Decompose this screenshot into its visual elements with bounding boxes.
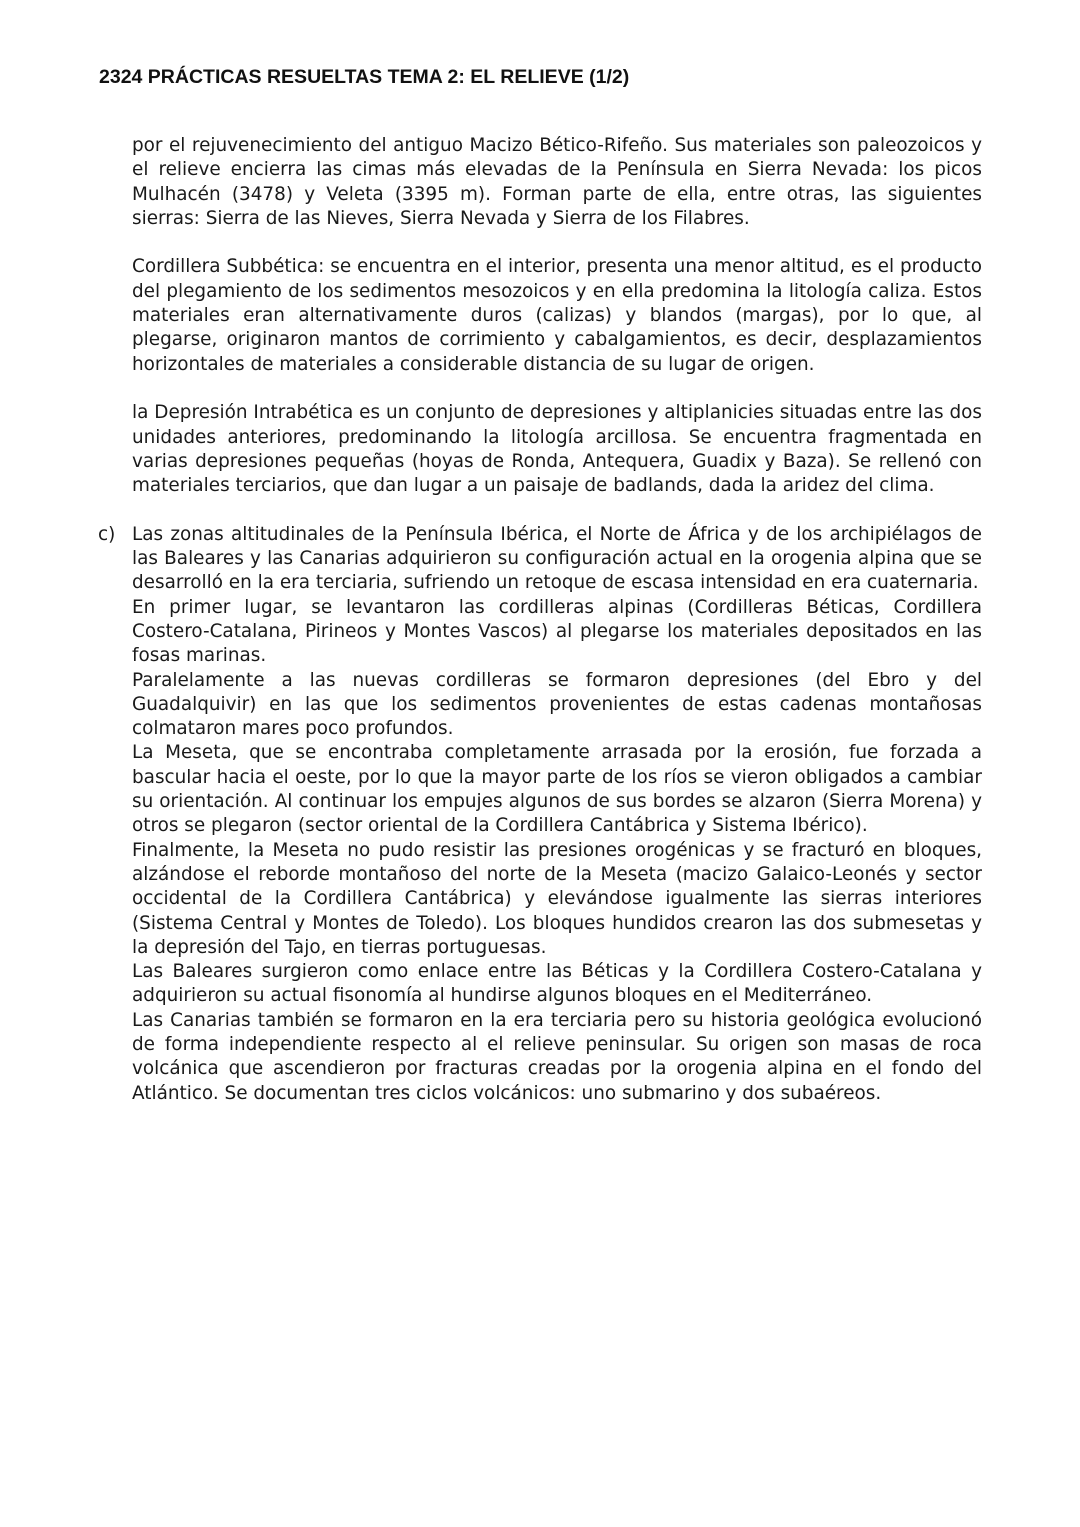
list-item-c bbox=[98, 523, 982, 1106]
page-header: 2324 PRÁCTICAS RESUELTAS TEMA 2: EL RELIEVE (1/2) bbox=[99, 66, 630, 88]
paragraph-depressions: Paralelamente a las nuevas cordilleras se formaron depresiones (del Ebro y del Guadalquivir) en las que los sedimentos provenientes de estas cadenas montañosas colmataron mares poco profundos. bbox=[132, 669, 982, 740]
paragraph-alpine-ranges: En primer lugar, se levantaron las cordilleras alpinas (Cordilleras Béticas, Cordillera Costero-Catalana, Pirineos y Montes Vascos) al plegarse los materiales depositados en las fosas marinas. bbox=[132, 596, 982, 667]
paragraph-betic-continuation: por el rejuvenecimiento del antiguo Macizo Bético-Rifeño. Sus materiales son paleozoicos y el relieve encierra las cimas más elevadas de la Península en Sierra Nevada: los picos Mulhacén (3478) y Veleta (3395 m). Forman parte de ella, entre otras, las siguientes sierras: Sierra de las Nieves, Sierra Nevada y Sierra de los Filabres. bbox=[132, 135, 982, 229]
paragraph-baleares: Las Baleares surgieron como enlace entre las Béticas y la Cordillera Costero-Catalana y adquirieron su actual fisonomía al hundirse algunos bloques en el Mediterráneo. bbox=[132, 961, 982, 1007]
paragraph-canarias: Las Canarias también se formaron en la era terciaria pero su historia geológica evolucionó de forma independiente respecto al el relieve peninsular. Su origen son masas de roca volcánica que ascendieron por fracturas creadas por la orogenia alpina en el fondo del Atlántico. Se documentan tres ciclos volcánicos: uno submarino y dos subaéreos. bbox=[132, 1009, 982, 1104]
list-marker: c) bbox=[98, 523, 116, 545]
paragraph-fracture: Finalmente, la Meseta no pudo resistir las presiones orogénicas y se fracturó en bloques, alzándose el reborde montañoso del norte de la Meseta (macizo Galaico-Leonés y sector occidental de la Cordillera Cantábrica) y elevándose igualmente las sierras interiores (Sistema Central y Montes de Toledo). Los bloques hundidos crearon las dos submesetas y la depresión del Tajo, en tierras portuguesas. bbox=[132, 839, 982, 958]
paragraph-subbetic: Cordillera Subbética: se encuentra en el interior, presenta una menor altitud, es el producto del plegamiento de los sedimentos mesozoicos y en ella predomina la litología caliza. Estos materiales eran alternativamente duros (calizas) y blandos (margas), por lo que, al plegarse, originaron mantos de corrimiento y cabalgamientos, es decir, desplazamientos horizontales de materiales a considerable distancia de su lugar de origen. bbox=[132, 256, 982, 375]
document-body bbox=[98, 134, 982, 1106]
paragraph-alpine-intro: Las zonas altitudinales de la Península Ibérica, el Norte de África y de los archipiélagos de las Baleares y las Canarias adquirieron su configuración actual en la orogenia alpina que se desarrolló en la era terciaria, sufriendo un retoque de escasa intensidad en era cuaternaria. bbox=[132, 523, 982, 594]
paragraph-intrabetic: la Depresión Intrabética es un conjunto de depresiones y altiplanicies situadas entre las dos unidades anteriores, predominando la litología arcillosa. Se encuentra fragmentada en varias depresiones pequeñas (hoyas de Ronda, Antequera, Guadix y Baza). Se rellenó con materiales terciarios, que dan lugar a un paisaje de badlands, dada la aridez del clima. bbox=[132, 402, 982, 497]
paragraph-meseta: La Meseta, que se encontraba completamente arrasada por la erosión, fue forzada a bascular hacia el oeste, por lo que la mayor parte de los ríos se vieron obligados a cambiar su orientación. Al continuar los empujes algunos de sus bordes se alzaron (Sierra Morena) y otros se plegaron (sector oriental de la Cordillera Cantábrica y Sistema Ibérico). bbox=[132, 742, 982, 837]
